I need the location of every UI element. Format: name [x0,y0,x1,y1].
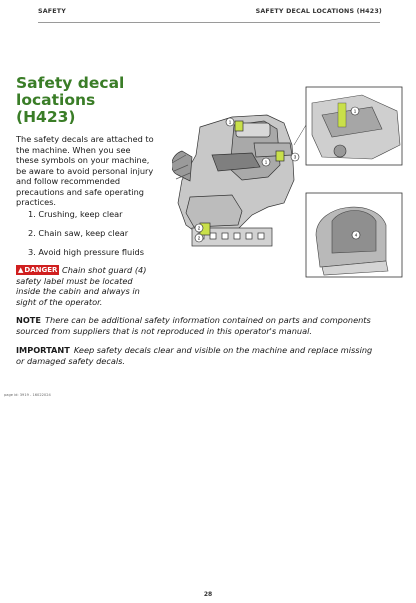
list-item: 2. Chain saw, keep clear [28,228,129,238]
decal-marker [235,121,243,131]
callout-2b: 2 [197,235,201,241]
inset-callout-1: 1 [353,108,357,114]
danger-badge [16,265,59,275]
intro-paragraph: The safety decals are attached to the machine. When you see these symbols on your machine, be aware to avoid personal injury and follow recommended precautions and safe operating practices. [16,134,154,207]
decal-marker [276,151,284,161]
header-section: SAFETY [38,8,67,15]
important-paragraph [16,345,376,366]
inset-callout-4: 4 [354,232,358,238]
header-chapter: SAFETY DECAL LOCATIONS (H423) [255,8,382,15]
page-id: page id: 3919 - 16022024 [4,393,51,397]
decal-location-illustration [172,85,404,285]
list-item: 1. Crushing, keep clear [28,209,123,219]
note-paragraph [16,315,376,336]
note-label: NOTE [16,315,41,325]
detail-inset-top [294,87,402,165]
important-label: IMPORTANT [16,345,70,355]
note-text: There can be additional safety information contained on parts and components sourced from suppliers that is not reproduced in this operator's manual. [16,315,371,336]
callout-1b: 1 [264,159,268,165]
callout-2: 2 [197,225,201,231]
page-title: Safety decal locations (H423) [16,74,125,126]
danger-notice [16,265,151,307]
harvester-head-drawing [172,115,294,246]
danger-label: DANGER [24,266,58,274]
page-number: 28 [203,591,213,598]
callout-3: 3 [293,154,297,160]
callout-1: 1 [228,119,232,125]
header-divider [38,22,380,23]
decal-list [28,209,163,266]
list-item: 3. Avoid high pressure fluids [28,247,144,257]
detail-inset-bottom [306,193,402,277]
danger-text: Chain shot guard (4) safety label must be located inside the cabin and always in sight of the operator. [16,265,147,307]
warning-triangle-icon: ▲ [18,266,24,274]
important-text: Keep safety decals clear and visible on the machine and replace missing or damaged safety decals. [16,345,373,366]
